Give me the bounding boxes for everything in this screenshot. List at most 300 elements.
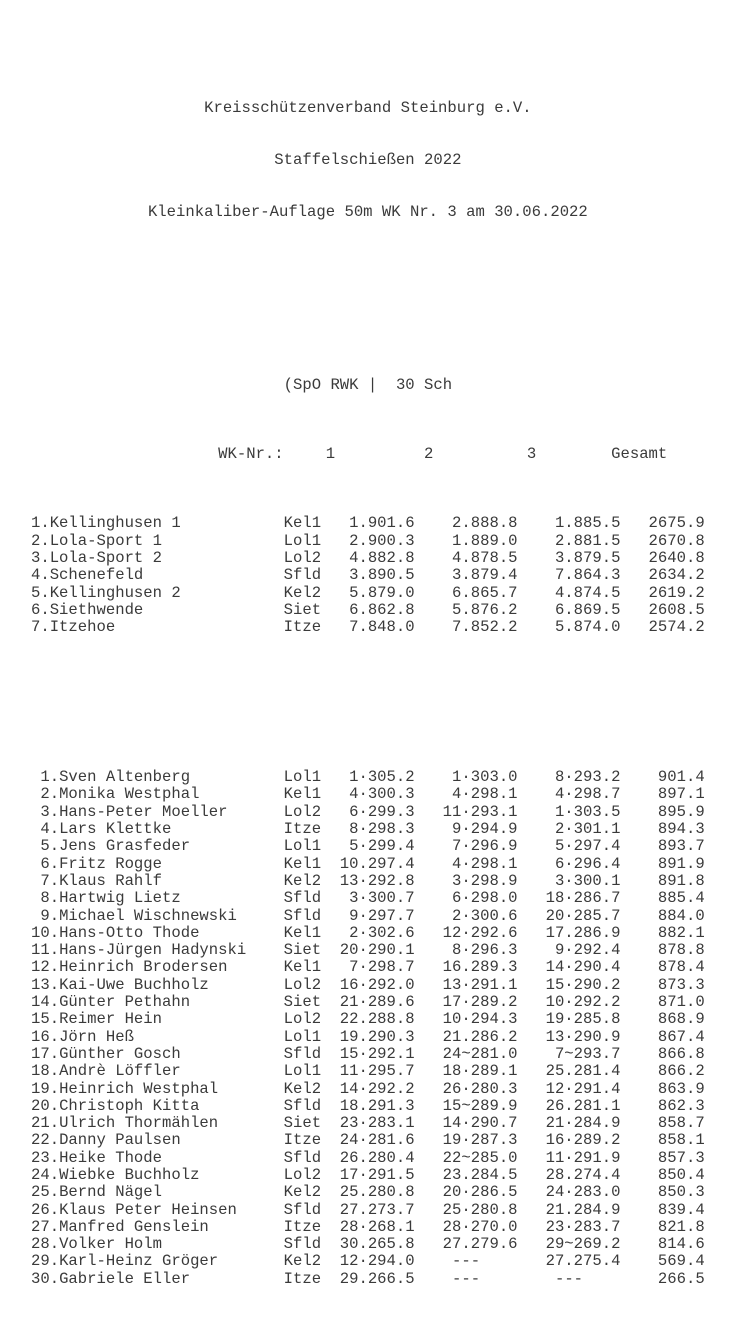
name-cell: Bernd Nägel bbox=[59, 1183, 162, 1202]
wk3-score: 21·284.9 bbox=[545, 1114, 621, 1133]
rank-cell: 1. bbox=[31, 514, 50, 533]
wk1-score: 4·300.3 bbox=[349, 785, 415, 804]
club-cell: Kel2 bbox=[283, 1252, 322, 1271]
rank-cell: 3. bbox=[31, 548, 50, 567]
club-cell: Sfld bbox=[283, 906, 322, 925]
individual-row bbox=[31, 769, 743, 786]
club-cell: Siet bbox=[283, 600, 322, 619]
wk3-score: 14·290.4 bbox=[545, 958, 621, 977]
rank-cell: 25. bbox=[31, 1183, 60, 1202]
club-cell: Itze bbox=[283, 1131, 322, 1150]
rank-cell: 6. bbox=[31, 600, 50, 619]
wk2-score: 2.888.8 bbox=[452, 514, 518, 533]
total-score: 891.8 bbox=[657, 871, 705, 890]
rank-cell: 26. bbox=[31, 1200, 60, 1219]
wk3-score: 6·296.4 bbox=[554, 854, 621, 873]
wk3-score: 12·291.4 bbox=[545, 1079, 621, 1098]
club-cell: Kel1 bbox=[283, 958, 322, 977]
team-row bbox=[31, 619, 743, 636]
wk1-score: 27.273.7 bbox=[339, 1200, 415, 1219]
name-cell: Kellinghusen 2 bbox=[49, 583, 181, 602]
wk3-score: 2.881.5 bbox=[554, 531, 621, 550]
wk1-score: 10.297.4 bbox=[339, 854, 415, 873]
name-cell: Hartwig Lietz bbox=[59, 889, 181, 908]
individual-row bbox=[31, 1098, 743, 1115]
wk1-score: 3.890.5 bbox=[349, 566, 415, 585]
wk3-score: 1·303.5 bbox=[554, 802, 621, 821]
wk3-score: 16·289.2 bbox=[545, 1131, 621, 1150]
wk1-score: 29.266.5 bbox=[339, 1269, 415, 1288]
total-score: 885.4 bbox=[657, 889, 705, 908]
rank-cell: 8. bbox=[40, 889, 60, 908]
rank-cell: 9. bbox=[40, 906, 60, 925]
team-row bbox=[31, 602, 743, 619]
wk1-score: 8·298.3 bbox=[349, 820, 415, 839]
total-score: 2574.2 bbox=[648, 618, 705, 637]
wk3-score: 23·283.7 bbox=[545, 1217, 621, 1236]
club-cell: Itze bbox=[283, 1217, 322, 1236]
rank-cell: 29. bbox=[31, 1252, 60, 1271]
name-cell: Karl-Heinz Gröger bbox=[59, 1252, 219, 1271]
total-score: 897.1 bbox=[657, 785, 705, 804]
wk2-score: 17·289.2 bbox=[442, 993, 518, 1012]
wk2-score: 23.284.5 bbox=[442, 1166, 518, 1184]
name-cell: Günter Pethahn bbox=[59, 993, 191, 1012]
wk1-score: 15·292.1 bbox=[339, 1044, 415, 1063]
individual-row bbox=[31, 1132, 743, 1149]
total-score: 850.4 bbox=[657, 1166, 705, 1184]
wk-nr-label: WK-Nr.: bbox=[218, 445, 284, 464]
total-score: 821.8 bbox=[657, 1217, 705, 1236]
wk1-score: 28·268.1 bbox=[339, 1217, 415, 1236]
club-cell: Kel1 bbox=[283, 923, 322, 942]
individual-row bbox=[31, 1046, 743, 1063]
club-cell: Siet bbox=[283, 1114, 322, 1133]
club-cell: Kel1 bbox=[283, 785, 322, 804]
rank-cell: 6. bbox=[40, 854, 60, 873]
total-score: 863.9 bbox=[657, 1079, 705, 1098]
name-cell: Fritz Rogge bbox=[59, 854, 162, 873]
total-score: 878.8 bbox=[657, 941, 705, 960]
name-cell: Lars Klettke bbox=[59, 820, 172, 839]
wk3-score: 17.286.9 bbox=[545, 923, 621, 942]
individual-row bbox=[31, 925, 743, 942]
team-row bbox=[31, 585, 743, 602]
wk3-score: 11·291.9 bbox=[545, 1148, 621, 1167]
individual-row bbox=[31, 1029, 743, 1046]
club-cell: Sfld bbox=[283, 889, 322, 908]
total-score: 884.0 bbox=[657, 906, 705, 925]
wk3-score: 29~269.2 bbox=[545, 1235, 621, 1254]
individual-row bbox=[31, 908, 743, 925]
individual-row bbox=[31, 856, 743, 873]
wk1-score: 9·297.7 bbox=[349, 906, 415, 925]
individual-row bbox=[31, 1063, 743, 1080]
rank-cell: 5. bbox=[40, 837, 60, 856]
organization-title: Kreisschützenverband Steinburg e.V. bbox=[204, 99, 532, 118]
name-cell: Reimer Hein bbox=[59, 1010, 162, 1029]
wk2-score: 19·287.3 bbox=[442, 1131, 518, 1150]
name-cell: Klaus Peter Heinsen bbox=[59, 1200, 237, 1219]
club-cell: Kel2 bbox=[283, 1079, 322, 1098]
wk3-score: 20·285.7 bbox=[545, 906, 621, 925]
wk2-score: 14·290.7 bbox=[442, 1114, 518, 1133]
wk1-score: 26.280.4 bbox=[339, 1148, 415, 1167]
rank-cell: 16. bbox=[31, 1027, 60, 1046]
wk2-score: 18·289.1 bbox=[442, 1062, 518, 1081]
individual-row bbox=[31, 1271, 743, 1288]
total-score: 814.6 bbox=[657, 1235, 705, 1254]
column-header-wk1: 1 bbox=[325, 445, 336, 464]
competition-title: Kleinkaliber-Auflage 50m WK Nr. 3 am 30.06.2022 bbox=[147, 203, 588, 222]
name-cell: Sven Altenberg bbox=[59, 768, 191, 787]
rank-cell: 10. bbox=[31, 923, 60, 942]
wk2-score: 13·291.1 bbox=[442, 975, 518, 994]
team-row bbox=[31, 533, 743, 550]
individual-row bbox=[31, 994, 743, 1011]
wk3-score: 15·290.2 bbox=[545, 975, 621, 994]
club-cell: Itze bbox=[283, 618, 322, 637]
name-cell: Heike Thode bbox=[59, 1148, 162, 1167]
rank-cell: 14. bbox=[31, 993, 60, 1012]
total-score: 266.5 bbox=[657, 1269, 705, 1288]
rank-cell: 7. bbox=[31, 618, 50, 637]
column-header-total: Gesamt bbox=[611, 445, 668, 464]
name-cell: Jörn Heß bbox=[59, 1027, 134, 1046]
rank-cell: 20. bbox=[31, 1096, 60, 1115]
individual-row bbox=[31, 890, 743, 907]
name-cell: Christoph Kitta bbox=[59, 1096, 200, 1115]
club-cell: Sfld bbox=[283, 1096, 322, 1115]
club-cell: Kel1 bbox=[283, 514, 322, 533]
wk1-score: 2.900.3 bbox=[349, 531, 415, 550]
wk2-score: 8·296.3 bbox=[452, 941, 518, 960]
individual-row bbox=[31, 873, 743, 890]
team-results-table bbox=[31, 515, 743, 636]
total-score: 857.3 bbox=[657, 1148, 705, 1167]
individual-row bbox=[31, 838, 743, 855]
wk1-score: 21·289.6 bbox=[339, 993, 415, 1012]
total-score: 867.4 bbox=[657, 1027, 705, 1046]
wk2-score: 7.852.2 bbox=[452, 618, 518, 637]
wk3-score: 4.874.5 bbox=[554, 583, 621, 602]
total-score: 858.7 bbox=[657, 1114, 705, 1133]
total-score: 2634.2 bbox=[648, 566, 705, 585]
name-cell: Michael Wischnewski bbox=[59, 906, 237, 925]
wk2-score: 9·294.9 bbox=[452, 820, 518, 839]
wk3-score: 8·293.2 bbox=[554, 768, 621, 787]
wk3-score: 4·298.7 bbox=[554, 785, 621, 804]
spacer bbox=[31, 688, 743, 717]
name-cell: Gabriele Eller bbox=[59, 1269, 191, 1288]
wk1-score: 25.280.8 bbox=[339, 1183, 415, 1202]
total-score: 850.3 bbox=[657, 1183, 705, 1202]
individual-row bbox=[31, 821, 743, 838]
name-cell: Schenefeld bbox=[49, 566, 144, 585]
wk3-score: 6.869.5 bbox=[554, 600, 621, 619]
club-cell: Lol1 bbox=[283, 837, 322, 856]
wk1-score: 6·299.3 bbox=[349, 802, 415, 821]
total-score: 901.4 bbox=[657, 768, 705, 787]
individual-row bbox=[31, 1011, 743, 1028]
individual-row bbox=[31, 959, 743, 976]
total-score: 2675.9 bbox=[648, 514, 705, 533]
total-score: 868.9 bbox=[657, 1010, 705, 1029]
name-cell: Heinrich Brodersen bbox=[59, 958, 228, 977]
rank-cell: 15. bbox=[31, 1010, 60, 1029]
wk3-score: 28.274.4 bbox=[545, 1166, 621, 1184]
wk2-score: 10·294.3 bbox=[442, 1010, 518, 1029]
name-cell: Günther Gosch bbox=[59, 1044, 181, 1063]
club-cell: Lol2 bbox=[283, 975, 322, 994]
wk2-score: 5.876.2 bbox=[452, 600, 518, 619]
wk3-score: 19·285.8 bbox=[545, 1010, 621, 1029]
club-cell: Lol1 bbox=[283, 1062, 322, 1081]
rank-cell: 30. bbox=[31, 1269, 60, 1288]
wk1-score: 7·298.7 bbox=[349, 958, 415, 977]
rank-cell: 4. bbox=[40, 820, 60, 839]
club-cell: Kel2 bbox=[283, 1183, 322, 1202]
wk1-score: 16·292.0 bbox=[339, 975, 415, 994]
wk1-score: 2·302.6 bbox=[349, 923, 415, 942]
wk2-score: 20·286.5 bbox=[442, 1183, 518, 1202]
wk3-score: --- bbox=[554, 1269, 584, 1288]
individual-row bbox=[31, 804, 743, 821]
individual-row bbox=[31, 1081, 743, 1098]
wk1-score: 12·294.0 bbox=[339, 1252, 415, 1271]
individual-row bbox=[31, 1219, 743, 1236]
club-cell: Itze bbox=[283, 1269, 322, 1288]
total-score: 2640.8 bbox=[648, 548, 705, 567]
individual-row bbox=[31, 1202, 743, 1219]
individual-row bbox=[31, 1253, 743, 1270]
club-cell: Siet bbox=[283, 993, 322, 1012]
wk1-score: 1·305.2 bbox=[349, 768, 415, 787]
rank-cell: 18. bbox=[31, 1062, 60, 1081]
club-cell: Lol1 bbox=[283, 768, 322, 787]
total-score: 871.0 bbox=[657, 993, 705, 1012]
wk2-score: 4·298.1 bbox=[452, 785, 518, 804]
name-cell: Kai-Uwe Buchholz bbox=[59, 975, 209, 994]
wk2-score: 2·300.6 bbox=[452, 906, 518, 925]
wk1-score: 23·283.1 bbox=[339, 1114, 415, 1133]
total-score: 2670.8 bbox=[648, 531, 705, 550]
name-cell: Lola-Sport 2 bbox=[49, 548, 162, 567]
rank-cell: 1. bbox=[40, 768, 60, 787]
club-cell: Kel1 bbox=[283, 854, 322, 873]
total-score: 894.3 bbox=[657, 820, 705, 839]
wk2-score: 22~285.0 bbox=[442, 1148, 518, 1167]
rank-cell: 7. bbox=[40, 871, 60, 890]
wk2-score: 6·298.0 bbox=[452, 889, 518, 908]
total-score: 873.3 bbox=[657, 975, 705, 994]
club-cell: Siet bbox=[283, 941, 322, 960]
document-header bbox=[31, 66, 705, 256]
rank-cell: 24. bbox=[31, 1166, 60, 1184]
total-score: 2608.5 bbox=[648, 600, 705, 619]
wk2-score: 28·270.0 bbox=[442, 1217, 518, 1236]
wk3-score: 1.885.5 bbox=[554, 514, 621, 533]
club-cell: Kel2 bbox=[283, 583, 322, 602]
column-header-wk3: 3 bbox=[526, 445, 537, 464]
wk3-score: 3·300.1 bbox=[554, 871, 621, 890]
total-score: 569.4 bbox=[657, 1252, 705, 1271]
club-cell: Itze bbox=[283, 820, 322, 839]
total-score: 893.7 bbox=[657, 837, 705, 856]
wk1-score: 3·300.7 bbox=[349, 889, 415, 908]
wk3-score: 21.284.9 bbox=[545, 1200, 621, 1219]
total-score: 866.2 bbox=[657, 1062, 705, 1081]
name-cell: Siethwende bbox=[49, 600, 144, 619]
column-header-wk2: 2 bbox=[424, 445, 434, 464]
wk1-score: 5·299.4 bbox=[349, 837, 415, 856]
wk1-score: 1.901.6 bbox=[349, 514, 415, 533]
wk2-score: 25·280.8 bbox=[442, 1200, 518, 1219]
rank-cell: 27. bbox=[31, 1217, 60, 1236]
wk1-score: 13·292.8 bbox=[339, 871, 415, 890]
wk3-score: 9·292.4 bbox=[554, 941, 621, 960]
club-cell: Lol2 bbox=[283, 1166, 322, 1184]
rank-cell: 23. bbox=[31, 1148, 60, 1167]
wk1-score: 19.290.3 bbox=[339, 1027, 415, 1046]
individual-row bbox=[31, 942, 743, 959]
name-cell: Hans-Otto Thode bbox=[59, 923, 200, 942]
wk1-score: 14·292.2 bbox=[339, 1079, 415, 1098]
club-cell: Lol1 bbox=[283, 1027, 322, 1046]
rank-cell: 5. bbox=[31, 583, 50, 602]
wk1-score: 5.879.0 bbox=[349, 583, 415, 602]
wk3-score: 24·283.0 bbox=[545, 1183, 621, 1202]
club-cell: Sfld bbox=[283, 1235, 322, 1254]
wk1-score: 7.848.0 bbox=[349, 618, 415, 637]
name-cell: Andrè Löffler bbox=[59, 1062, 181, 1081]
wk3-score: 2·301.1 bbox=[554, 820, 621, 839]
name-cell: Itzehoe bbox=[49, 618, 116, 637]
wk2-score: 27.279.6 bbox=[442, 1235, 518, 1254]
wk1-score: 20·290.1 bbox=[339, 941, 415, 960]
total-score: 878.4 bbox=[657, 958, 705, 977]
club-cell: Sfld bbox=[283, 1044, 322, 1063]
wk3-score: 7~293.7 bbox=[554, 1044, 621, 1063]
wk1-score: 11·295.7 bbox=[339, 1062, 415, 1081]
wk2-score: 12·292.6 bbox=[442, 923, 518, 942]
wk2-score: 3.879.4 bbox=[452, 566, 518, 585]
total-score: 2619.2 bbox=[648, 583, 705, 602]
wk2-score: 3·298.9 bbox=[452, 871, 518, 890]
individual-row bbox=[31, 977, 743, 994]
team-row bbox=[31, 550, 743, 567]
wk2-score: 4·298.1 bbox=[452, 854, 518, 873]
wk3-score: 25.281.4 bbox=[545, 1062, 621, 1081]
club-cell: Lol1 bbox=[283, 531, 322, 550]
rank-cell: 2. bbox=[31, 531, 50, 550]
wk1-score: 6.862.8 bbox=[349, 600, 415, 619]
total-score: 862.3 bbox=[657, 1096, 705, 1115]
wk1-score: 17·291.5 bbox=[339, 1166, 415, 1184]
rank-cell: 19. bbox=[31, 1079, 60, 1098]
name-cell: Heinrich Westphal bbox=[59, 1079, 219, 1098]
rank-cell: 4. bbox=[31, 566, 50, 585]
team-row bbox=[31, 515, 743, 532]
wk3-score: 7.864.3 bbox=[554, 566, 621, 585]
wk1-score: 24·281.6 bbox=[339, 1131, 415, 1150]
wk3-score: 18·286.7 bbox=[545, 889, 621, 908]
wk2-score: 6.865.7 bbox=[452, 583, 518, 602]
spo-note: (SpO RWK | 30 Sch bbox=[283, 375, 453, 394]
name-cell: Hans-Peter Moeller bbox=[59, 802, 228, 821]
individual-row bbox=[31, 1150, 743, 1167]
rank-cell: 22. bbox=[31, 1131, 60, 1150]
spacer bbox=[31, 308, 743, 325]
rank-cell: 17. bbox=[31, 1044, 60, 1063]
total-score: 891.9 bbox=[657, 854, 705, 873]
club-cell: Kel2 bbox=[283, 871, 322, 890]
club-cell: Lol2 bbox=[283, 1010, 322, 1029]
total-score: 839.4 bbox=[657, 1200, 705, 1219]
rank-cell: 21. bbox=[31, 1114, 60, 1133]
wk1-score: 22.288.8 bbox=[339, 1010, 415, 1029]
wk3-score: 10·292.2 bbox=[545, 993, 621, 1012]
wk2-score: 4.878.5 bbox=[452, 548, 518, 567]
wk1-score: 18.291.3 bbox=[339, 1096, 415, 1115]
wk3-score: 26.281.1 bbox=[545, 1096, 621, 1115]
wk2-score: 24~281.0 bbox=[442, 1044, 518, 1063]
wk3-score: 5·297.4 bbox=[554, 837, 621, 856]
wk1-score: 30.265.8 bbox=[339, 1235, 415, 1254]
total-score: 858.1 bbox=[657, 1131, 705, 1150]
rank-cell: 3. bbox=[40, 802, 60, 821]
wk2-score: 16.289.3 bbox=[442, 958, 518, 977]
team-row bbox=[31, 567, 743, 584]
name-cell: Ulrich Thormählen bbox=[59, 1114, 219, 1133]
individual-row bbox=[31, 1236, 743, 1253]
name-cell: Wiebke Buchholz bbox=[59, 1166, 200, 1184]
name-cell: Monika Westphal bbox=[59, 785, 200, 804]
club-cell: Lol2 bbox=[283, 548, 322, 567]
rank-cell: 12. bbox=[31, 958, 60, 977]
club-cell: Sfld bbox=[283, 1148, 322, 1167]
name-cell: Hans-Jürgen Hadynski bbox=[59, 941, 247, 960]
rank-cell: 28. bbox=[31, 1235, 60, 1254]
wk1-score: 4.882.8 bbox=[349, 548, 415, 567]
name-cell: Manfred Genslein bbox=[59, 1217, 209, 1236]
name-cell: Volker Holm bbox=[59, 1235, 162, 1254]
wk3-score: 27.275.4 bbox=[545, 1252, 621, 1271]
individual-results-table bbox=[31, 769, 743, 1288]
wk2-score: --- bbox=[452, 1269, 481, 1288]
club-cell: Sfld bbox=[283, 1200, 322, 1219]
column-header-row bbox=[31, 446, 743, 463]
wk3-score: 3.879.5 bbox=[554, 548, 621, 567]
rank-cell: 13. bbox=[31, 975, 60, 994]
name-cell: Danny Paulsen bbox=[59, 1131, 181, 1150]
wk2-score: 1.889.0 bbox=[452, 531, 518, 550]
wk2-score: 26·280.3 bbox=[442, 1079, 518, 1098]
individual-row bbox=[31, 1115, 743, 1132]
name-cell: Jens Grasfeder bbox=[59, 837, 191, 856]
individual-row bbox=[31, 1167, 743, 1184]
individual-row bbox=[31, 1184, 743, 1201]
total-score: 882.1 bbox=[657, 923, 705, 942]
event-title: Staffelschießen 2022 bbox=[274, 151, 462, 170]
name-cell: Kellinghusen 1 bbox=[49, 514, 181, 533]
total-score: 866.8 bbox=[657, 1044, 705, 1063]
total-score: 895.9 bbox=[657, 802, 705, 821]
individual-row bbox=[31, 786, 743, 803]
wk2-score: 21.286.2 bbox=[442, 1027, 518, 1046]
wk2-score: --- bbox=[452, 1252, 481, 1271]
wk3-score: 5.874.0 bbox=[554, 618, 621, 637]
